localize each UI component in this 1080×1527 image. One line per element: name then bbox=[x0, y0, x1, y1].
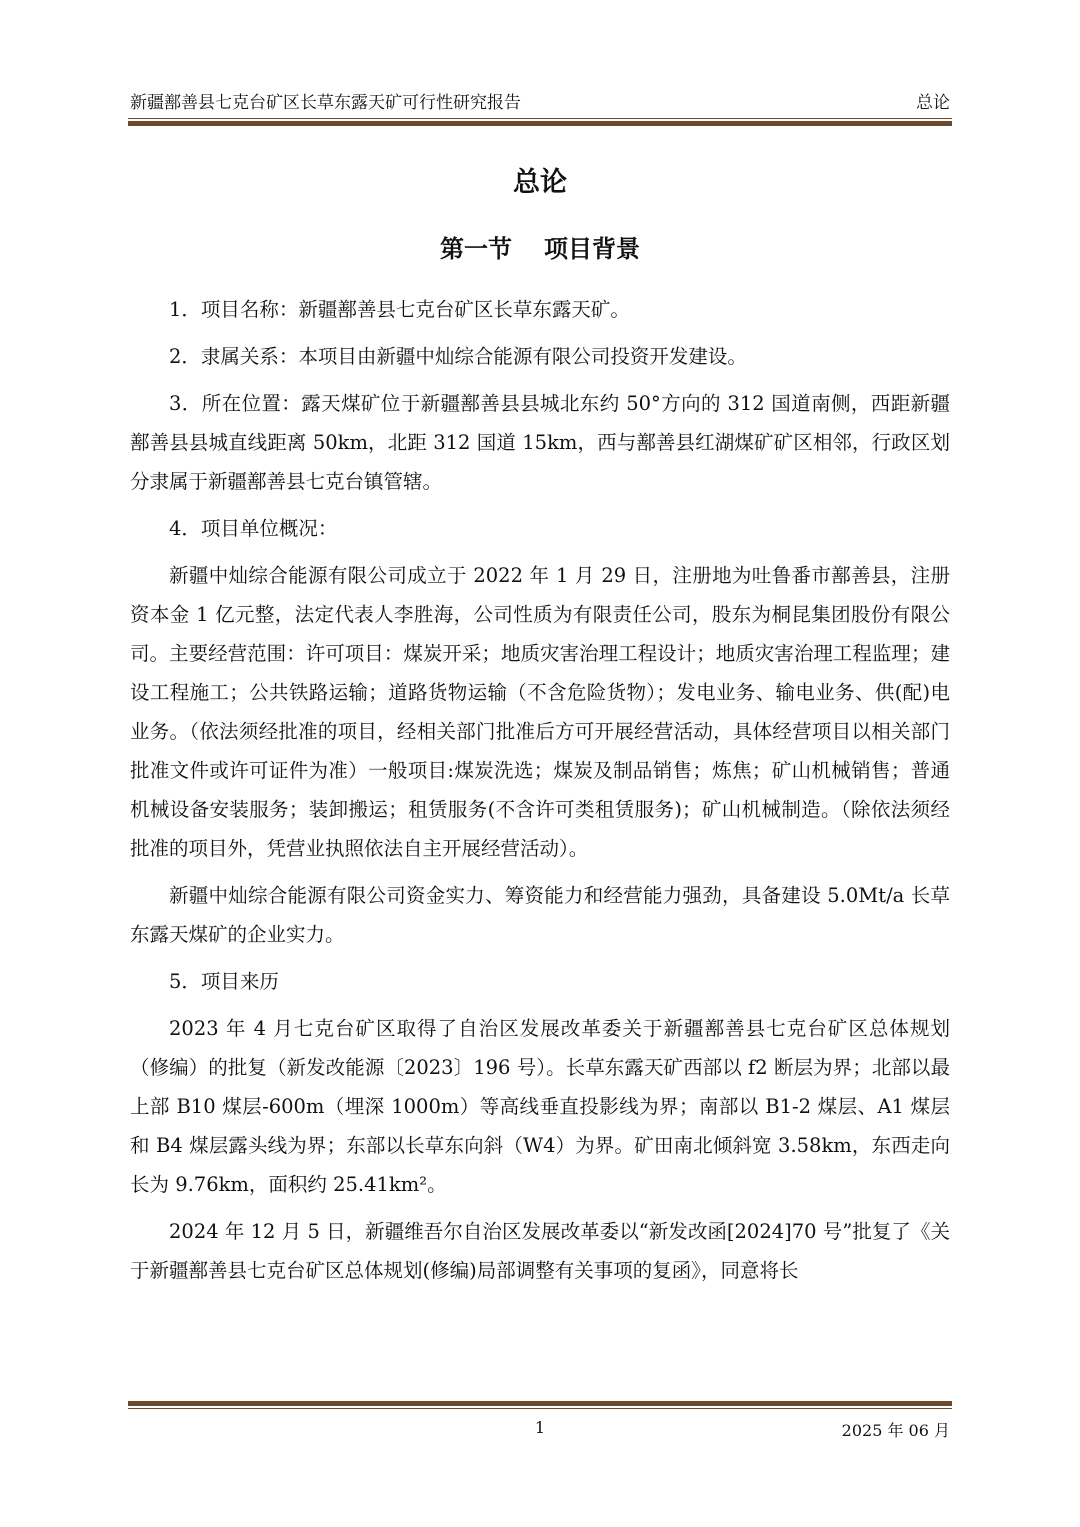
page-number: 1 bbox=[534, 1418, 546, 1437]
paragraph: 4．项目单位概况： bbox=[169, 517, 338, 540]
footer-rule-thick bbox=[128, 1401, 952, 1406]
section-number: 第一节 bbox=[440, 234, 512, 263]
header-report-title: 新疆鄯善县七克台矿区长草东露天矿可行性研究报告 bbox=[130, 93, 521, 113]
footer-date: 2025 年 06 月 bbox=[841, 1421, 950, 1440]
header-chapter-title: 总论 bbox=[916, 93, 950, 113]
header-rule-thick bbox=[128, 121, 952, 126]
paragraph: 2024 年 12 月 5 日，新疆维吾尔自治区发展改革委以“新发改函[2024]70 号”批复了《关于新疆鄯善县七克台矿区总体规划(修编)局部调整有关事项的复函》，同意将长 bbox=[130, 1220, 950, 1282]
section-heading bbox=[0, 229, 1080, 264]
paragraph: 5．项目来历 bbox=[169, 970, 279, 993]
paragraph: 1．项目名称：新疆鄯善县七克台矿区长草东露天矿。 bbox=[169, 298, 630, 321]
paragraph: 2023 年 4 月七克台矿区取得了自治区发展改革委关于新疆鄯善县七克台矿区总体规划（修编）的批复（新发改能源〔2023〕196 号）。长草东露天矿西部以 f2 断层为界；北部以最上部 B10 煤层-600m（埋深 1000m）等高线垂直投影线为界；南部以 B1-2 煤层、A1 煤层和 B4 煤层露头线为界；东部以长草东向斜（W4）为界。矿田南北倾斜宽 3.58km，东西走向长为 9.76km，面积约 25.41km²。 bbox=[130, 1017, 950, 1196]
running-header bbox=[130, 88, 950, 112]
paragraph: 新疆中灿综合能源有限公司成立于 2022 年 1 月 29 日，注册地为吐鲁番市鄯善县，注册资本金 1 亿元整，法定代表人李胜海，公司性质为有限责任公司，股东为桐昆集团股份有限公司。主要经营范围：许可项目：煤炭开采；地质灾害治理工程设计；地质灾害治理工程监理；建设工程施工；公共铁路运输；道路货物运输（不含危险货物）；发电业务、输电业务、供(配)电业务。（依法须经批准的项目，经相关部门批准后方可开展经营活动，具体经营项目以相关部门批准文件或许可证件为准）一般项目:煤炭洗选；煤炭及制品销售；炼焦；矿山机械销售；普通机械设备安装服务；装卸搬运；租赁服务(不含许可类租赁服务)；矿山机械制造。（除依法须经批准的项目外，凭营业执照依法自主开展经营活动）。 bbox=[130, 564, 950, 860]
paragraph: 2．隶属关系：本项目由新疆中灿综合能源有限公司投资开发建设。 bbox=[169, 345, 747, 368]
chapter-title: 总论 bbox=[513, 167, 567, 198]
footer-rule-thin bbox=[128, 1408, 952, 1409]
paragraph: 新疆中灿综合能源有限公司资金实力、筹资能力和经营能力强劲，具备建设 5.0Mt/a 长草东露天煤矿的企业实力。 bbox=[130, 884, 950, 946]
running-footer bbox=[130, 1418, 950, 1442]
header-rule-thin bbox=[128, 118, 952, 119]
paragraph: 3．所在位置：露天煤矿位于新疆鄯善县县城北东约 50°方向的 312 国道南侧，西距新疆鄯善县县城直线距离 50km，北距 312 国道 15km，西与鄯善县红湖煤矿矿区相邻，行政区划分隶属于新疆鄯善县七克台镇管辖。 bbox=[130, 392, 950, 493]
section-name: 项目背景 bbox=[544, 234, 640, 263]
body-text bbox=[130, 290, 950, 1298]
